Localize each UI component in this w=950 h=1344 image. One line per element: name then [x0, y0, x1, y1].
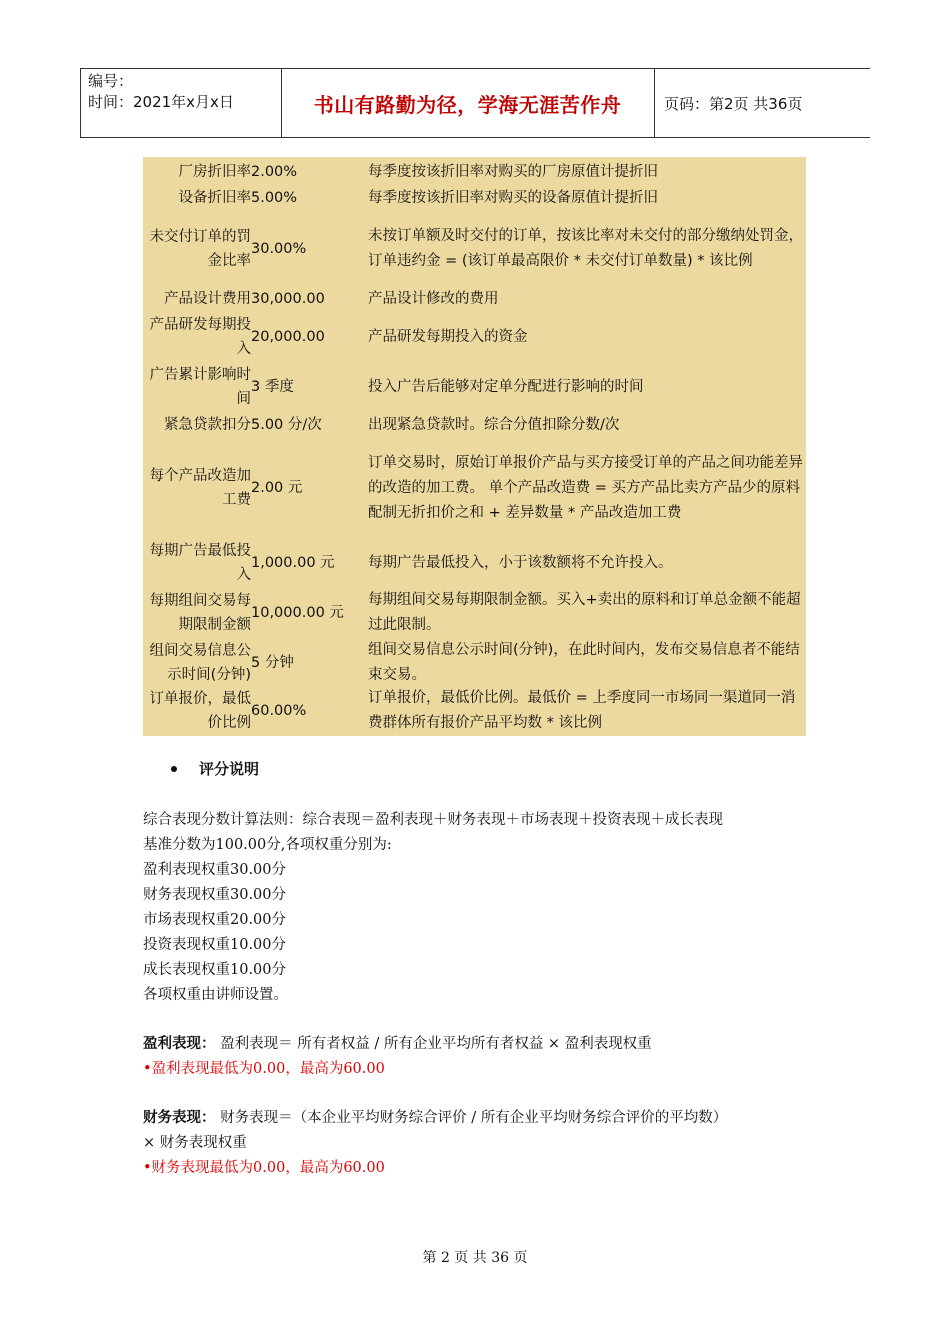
param-desc: 订单交易时，原始订单报价产品与买方接受订单的产品之间功能差异的改造的加工费。 单个产品改造费 = 买方产品比卖方产品少的原料配制无折扣价之和 + 差异数量 * 产品改造加工费	[368, 454, 803, 521]
param-name: 广告累计影响时间	[149, 367, 251, 407]
time-label: 时间：2021年x月x日	[88, 93, 234, 111]
profit-label: 盈利表现：	[143, 1036, 216, 1052]
header-motto: 书山有路勤为径，学海无涯苦作舟	[313, 92, 622, 117]
param-row	[143, 538, 806, 588]
finance-formula: 财务表现＝（本企业平均财务综合评价 / 所有企业平均财务综合评价的平均数）	[220, 1110, 728, 1126]
param-row	[143, 211, 806, 287]
param-value: 20,000.00	[251, 329, 325, 345]
profit-note: •盈利表现最低为0.00，最高为60.00	[143, 1061, 385, 1077]
param-value: 5.00 分/次	[251, 417, 322, 433]
scoring-line: 市场表现权重20.00分	[143, 912, 287, 928]
param-value: 2.00 元	[251, 480, 303, 496]
param-desc: 每期组间交易每期限制金额。买入+卖出的原料和订单总金额不能超过此限制。	[368, 592, 801, 633]
param-value: 3 季度	[251, 379, 294, 395]
param-desc: 每期广告最低投入，小于该数额将不允许投入。	[368, 554, 673, 571]
param-name: 产品研发每期投入	[149, 317, 251, 357]
param-name: 未交付订单的罚金比率	[149, 229, 251, 269]
param-name: 每个产品改造加工费	[149, 468, 251, 508]
param-row	[143, 686, 806, 736]
header-meta	[88, 71, 234, 113]
header-page-number: 页码：第2页 共36页	[664, 94, 803, 113]
param-row	[143, 588, 806, 638]
profit-formula-line	[143, 1032, 652, 1053]
number-label: 编号：	[88, 72, 134, 90]
param-name: 产品设计费用	[164, 291, 251, 307]
param-name: 组间交易信息公示时间(分钟)	[149, 643, 251, 683]
profit-formula: 盈利表现＝ 所有者权益 / 所有企业平均所有者权益 × 盈利表现权重	[220, 1036, 652, 1052]
param-value: 2.00%	[251, 164, 298, 180]
param-row	[143, 159, 806, 185]
param-row	[143, 312, 806, 362]
param-desc: 订单报价，最低价比例。最低价 = 上季度同一市场同一渠道同一消费群体所有报价产品平均数 * 该比例	[368, 690, 796, 731]
parameter-table	[143, 157, 806, 736]
scoring-line: 各项权重由讲师设置。	[143, 987, 288, 1003]
param-name: 订单报价，最低价比例	[149, 691, 251, 731]
scoring-line: 基准分数为100.00分,各项权重分别为:	[143, 837, 392, 853]
param-value: 5 分钟	[251, 655, 294, 671]
param-desc: 投入广告后能够对定单分配进行影响的时间	[368, 378, 644, 395]
param-row	[143, 185, 806, 211]
param-value: 60.00%	[251, 703, 307, 719]
param-row	[143, 362, 806, 412]
bullet-icon	[171, 766, 177, 772]
finance-label: 财务表现：	[143, 1110, 216, 1126]
param-row	[143, 638, 806, 688]
param-desc: 产品研发每期投入的资金	[368, 328, 528, 345]
param-desc: 每季度按该折旧率对购买的厂房原值计提折旧	[368, 163, 658, 180]
finance-formula-cont: × 财务表现权重	[143, 1135, 247, 1151]
page-footer: 第 2 页 共 36 页	[422, 1250, 528, 1266]
param-desc: 每季度按该折旧率对购买的设备原值计提折旧	[368, 189, 658, 206]
param-name: 每期组间交易每期限制金额	[149, 593, 251, 633]
page-header	[80, 68, 870, 138]
param-value: 1,000.00 元	[251, 555, 335, 571]
param-name: 厂房折旧率	[178, 164, 251, 180]
param-value: 30,000.00	[251, 291, 325, 307]
scoring-heading-text: 评分说明	[199, 760, 260, 778]
scoring-line: 投资表现权重10.00分	[143, 937, 287, 953]
param-name: 设备折旧率	[178, 190, 251, 206]
param-row	[143, 412, 806, 438]
param-desc: 出现紧急贷款时。综合分值扣除分数/次	[368, 416, 620, 433]
param-name: 每期广告最低投入	[149, 543, 251, 583]
scoring-line: 综合表现分数计算法则：综合表现＝盈利表现＋财务表现＋市场表现＋投资表现＋成长表现	[143, 812, 723, 828]
param-desc: 未按订单额及时交付的订单，按该比率对未交付的部分缴纳处罚金，订单违约金 = (该订单最高限价 * 未交付订单数量) * 该比例	[368, 228, 803, 269]
param-desc: 产品设计修改的费用	[368, 290, 499, 307]
param-desc: 组间交易信息公示时间(分钟)，在此时间内，发布交易信息者不能结束交易。	[368, 642, 800, 683]
finance-formula-line	[143, 1106, 727, 1127]
scoring-heading	[171, 758, 259, 779]
param-row	[143, 287, 806, 311]
param-name: 紧急贷款扣分	[164, 417, 251, 433]
scoring-line: 成长表现权重10.00分	[143, 962, 287, 978]
param-value: 10,000.00 元	[251, 605, 344, 621]
param-row	[143, 438, 806, 538]
finance-note: •财务表现最低为0.00，最高为60.00	[143, 1160, 385, 1176]
param-value: 30.00%	[251, 241, 307, 257]
scoring-line: 财务表现权重30.00分	[143, 887, 287, 903]
scoring-line: 盈利表现权重30.00分	[143, 862, 287, 878]
param-value: 5.00%	[251, 190, 298, 206]
